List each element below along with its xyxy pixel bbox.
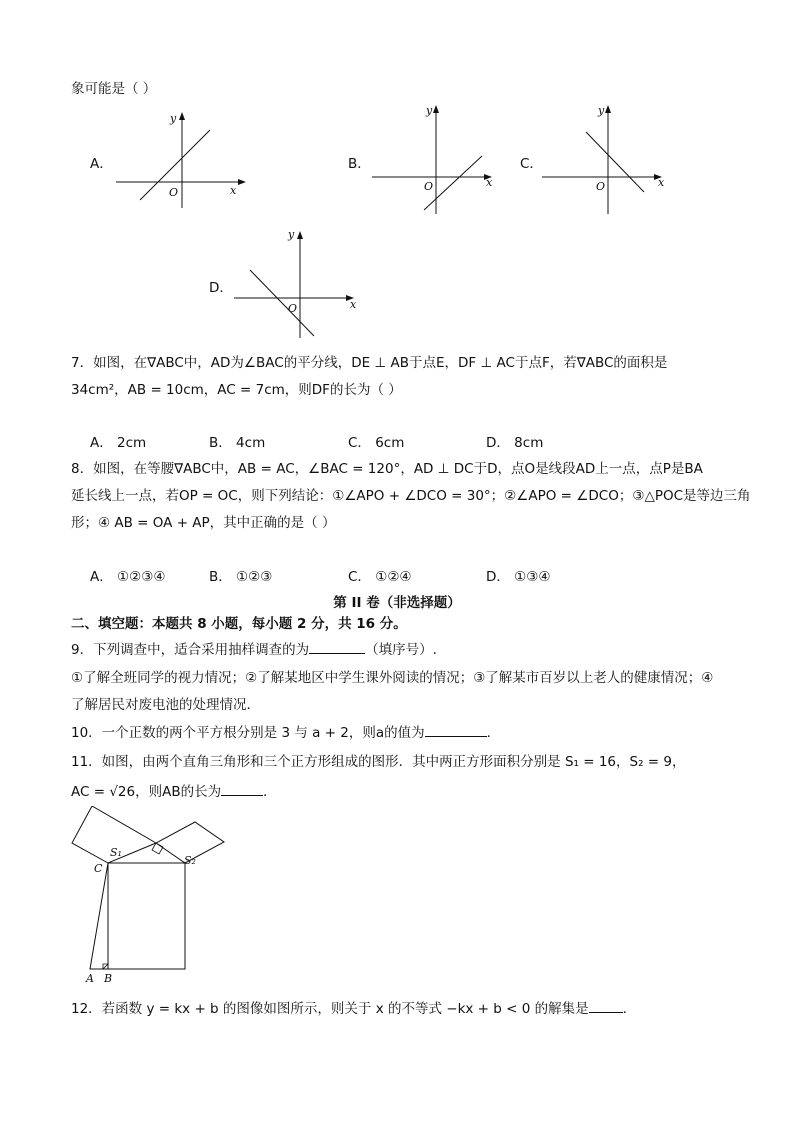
q11-answer-blank[interactable] xyxy=(221,783,263,796)
option-a-label: A． xyxy=(90,156,113,172)
graph-b-origin-label: O xyxy=(424,180,434,193)
q8-option-a: A． ①②③④ xyxy=(90,569,166,585)
graph-c-x-label: x xyxy=(658,176,665,189)
graph-a-x-label: x xyxy=(230,184,237,197)
graph-a-y-label: y xyxy=(170,112,177,125)
q9-text-post: （填序号）. xyxy=(365,642,437,658)
graph-b-x-label: x xyxy=(486,176,493,189)
q7-option-c: C． 6cm xyxy=(348,435,405,451)
q9-answer-blank[interactable] xyxy=(309,641,365,654)
graph-c-origin-label: O xyxy=(596,180,606,193)
question-8-line-3: 形；④ AB = OA + AP，其中正确的是（ ） xyxy=(71,515,336,531)
label-c: C xyxy=(94,862,103,875)
question-9-line-1 xyxy=(71,638,437,658)
q9-text-pre: 9．下列调查中，适合采用抽样调查的为 xyxy=(71,642,310,658)
label-s2: S₂ xyxy=(184,854,196,867)
q8-option-d: D． ①③④ xyxy=(486,569,551,585)
question-11-line-1: 11．如图，由两个直角三角形和三个正方形组成的图形．其中两正方形面积分别是 S₁ = 16，S₂ = 9， xyxy=(71,754,686,770)
q7-option-b: B． 4cm xyxy=(209,435,266,451)
question-10 xyxy=(71,721,500,741)
graph-d-x-label: x xyxy=(350,298,357,311)
q12-answer-blank[interactable] xyxy=(589,1000,623,1013)
q11-text-post: ． xyxy=(263,784,277,800)
graph-d-origin-label: O xyxy=(288,302,298,315)
q11-figure xyxy=(66,806,231,986)
question-11-line-2 xyxy=(71,780,277,800)
q7-option-d: D． 8cm xyxy=(486,435,544,451)
q12-text-pre: 12．若函数 y = kx + b 的图像如图所示，则关于 x 的不等式 −kx + b < 0 的解集是 xyxy=(71,1001,589,1017)
graph-option-d xyxy=(230,226,365,344)
graph-b-y-label: y xyxy=(426,104,433,117)
graph-d-y-label: y xyxy=(288,228,295,241)
graph-option-c xyxy=(538,100,673,218)
label-b: B xyxy=(104,972,113,985)
q10-answer-blank[interactable] xyxy=(425,724,487,737)
graph-c-y-label: y xyxy=(598,104,605,117)
option-d-label: D． xyxy=(209,280,233,296)
option-c-label: C． xyxy=(520,156,543,172)
option-b-label: B． xyxy=(348,156,371,172)
q10-text-pre: 10．一个正数的两个平方根分别是 3 与 a + 2，则a的值为 xyxy=(71,725,425,741)
question-8-line-2: 延长线上一点，若OP = OC，则下列结论：①∠APO + ∠DCO = 30°；②∠APO = ∠DCO；③△POC是等边三角 xyxy=(71,488,751,504)
section-title: 第 II 卷（非选择题） xyxy=(333,595,461,611)
graph-option-b xyxy=(368,100,503,218)
q11-text-pre: AC = √26，则AB的长为 xyxy=(71,784,222,800)
q8-option-c: C． ①②④ xyxy=(348,569,412,585)
question-9-line-2: ①了解全班同学的视力情况；②了解某地区中学生课外阅读的情况；③了解某市百岁以上老人的健康情况；④ xyxy=(71,670,714,686)
label-a: A xyxy=(86,972,94,985)
question-9-line-3: 了解居民对废电池的处理情况． xyxy=(71,697,260,713)
question-12 xyxy=(71,997,636,1017)
q7-option-a: A． 2cm xyxy=(90,435,147,451)
label-s1: S₁ xyxy=(110,846,122,859)
section-subtitle: 二、填空题：本题共 8 小题，每小题 2 分，共 16 分。 xyxy=(71,616,407,632)
question-6-tail: 象可能是（ ） xyxy=(71,81,157,97)
question-7-line-2: 34cm²，AB = 10cm，AC = 7cm，则DF的长为（ ） xyxy=(71,382,402,398)
graph-a-origin-label: O xyxy=(169,186,179,199)
q12-text-post: ． xyxy=(622,1001,637,1017)
question-7-line-1: 7．如图，在∇ABC中，AD为∠BAC的平分线，DE ⊥ AB于点E，DF ⊥ AC于点F，若∇ABC的面积是 xyxy=(71,355,668,371)
question-8-line-1: 8．如图，在等腰∇ABC中，AB = AC，∠BAC = 120°，AD ⊥ DC于D，点O是线段AD上一点，点P是BA xyxy=(71,461,703,477)
q10-text-post: ． xyxy=(486,725,501,741)
q8-option-b: B． ①②③ xyxy=(209,569,273,585)
graph-option-a xyxy=(112,108,252,213)
